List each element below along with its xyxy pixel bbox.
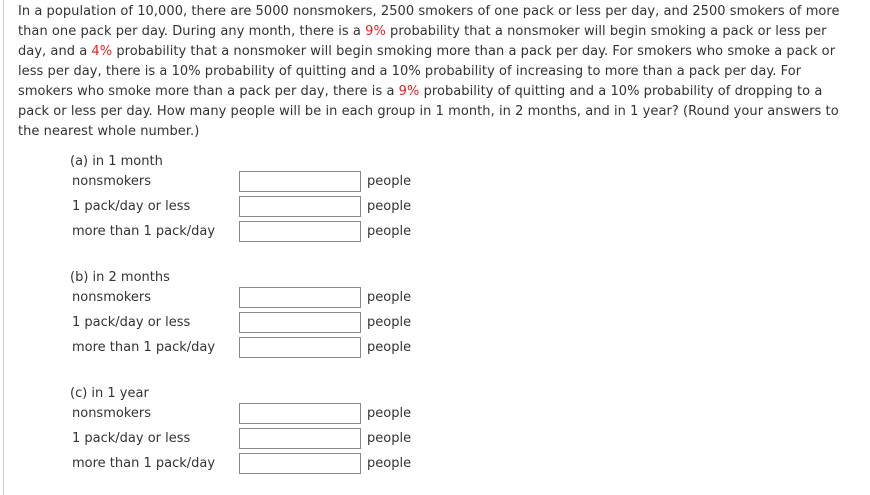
section-c	[70, 380, 412, 471]
unit-label: people	[367, 290, 412, 305]
question-panel	[3, 0, 869, 495]
section-a	[70, 148, 412, 239]
answer-input-b-pack-or-less[interactable]	[239, 312, 361, 333]
answer-row	[72, 171, 472, 193]
problem-text-4: probability of quitting and a 10% probability of dropping to a pack or less per day. How many people will be in each group in 1 month, in 2 months, and in 1 year? (Round your answers to the nearest whole number.)	[18, 84, 839, 139]
row-label: more than 1 pack/day	[72, 456, 216, 471]
unit-label: people	[367, 174, 412, 189]
answer-row	[72, 403, 472, 425]
section-title: (c) in 1 year	[70, 386, 149, 401]
row-label: 1 pack/day or less	[72, 315, 191, 330]
answer-row	[72, 453, 472, 475]
unit-label: people	[367, 340, 412, 355]
answer-input-c-pack-or-less[interactable]	[239, 428, 361, 449]
row-label: nonsmokers	[72, 174, 152, 189]
row-label: nonsmokers	[72, 406, 152, 421]
row-label: more than 1 pack/day	[72, 340, 216, 355]
answer-input-c-nonsmokers[interactable]	[239, 403, 361, 424]
section-title: (b) in 2 months	[70, 270, 170, 285]
answer-row	[72, 312, 472, 334]
row-label: 1 pack/day or less	[72, 199, 191, 214]
section-title: (a) in 1 month	[70, 154, 163, 169]
unit-label: people	[367, 406, 412, 421]
section-b	[70, 264, 412, 355]
answer-input-c-more-than-pack[interactable]	[239, 453, 361, 474]
answer-input-b-more-than-pack[interactable]	[239, 337, 361, 358]
unit-label: people	[367, 456, 412, 471]
unit-label: people	[367, 315, 412, 330]
answer-row	[72, 221, 472, 243]
answer-input-a-pack-or-less[interactable]	[239, 196, 361, 217]
answer-row	[72, 196, 472, 218]
answer-input-b-nonsmokers[interactable]	[239, 287, 361, 308]
row-label: more than 1 pack/day	[72, 224, 216, 239]
answer-row	[72, 287, 472, 309]
answer-row	[72, 428, 472, 450]
problem-statement	[18, 2, 852, 142]
problem-text-2: probability that a nonsmoker will begin smoking a pack or less per day, and a	[18, 24, 827, 59]
problem-text-3: probability that a nonsmoker will begin smoking more than a pack per day. For smokers who smoke a pack or less per day, there is a 10% probability of quitting and a 10% probability of increasing to more than a pack per day. For smokers who smoke more than a pack per day, there is a	[18, 44, 836, 99]
row-label: 1 pack/day or less	[72, 431, 191, 446]
unit-label: people	[367, 199, 412, 214]
answer-input-a-more-than-pack[interactable]	[239, 221, 361, 242]
unit-label: people	[367, 431, 412, 446]
highlighted-value-3: 9%	[398, 84, 420, 99]
highlighted-value-1: 9%	[365, 24, 386, 39]
answer-row	[72, 337, 472, 359]
problem-text-1: In a population of 10,000, there are 5000 nonsmokers, 2500 smokers of one pack or less per day, and 2500 smokers of more than one pack per day. During any month, there is a	[18, 4, 840, 39]
unit-label: people	[367, 224, 412, 239]
highlighted-value-2: 4%	[91, 44, 113, 59]
answer-input-a-nonsmokers[interactable]	[239, 171, 361, 192]
row-label: nonsmokers	[72, 290, 152, 305]
